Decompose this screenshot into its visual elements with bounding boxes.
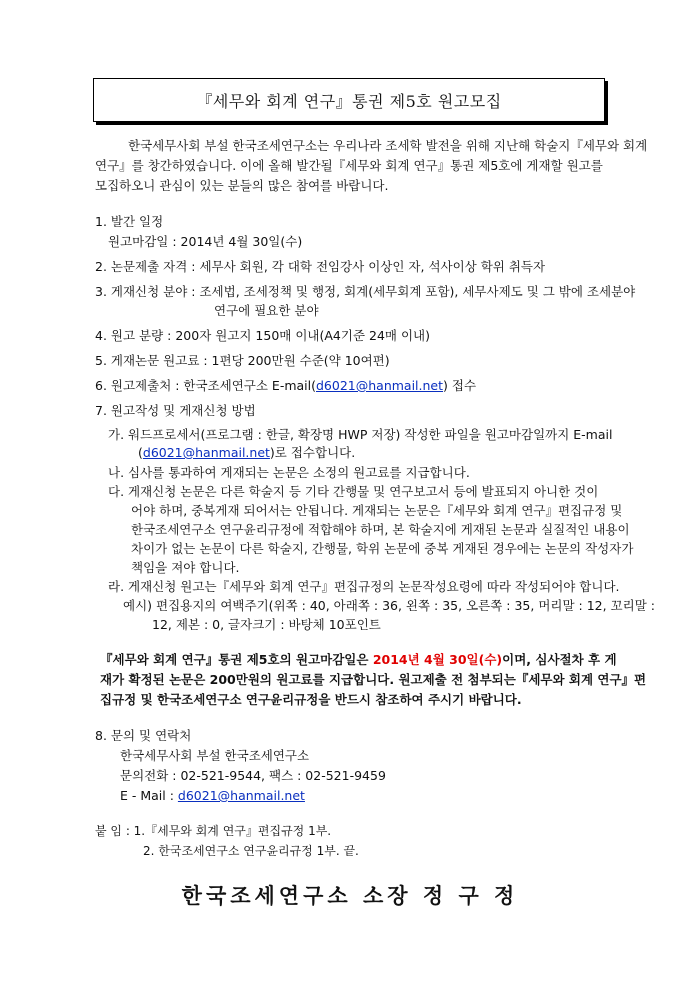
page-title: 『세무와 회계 연구』통권 제5호 원고모집 (196, 91, 502, 111)
intro-line-3: 모집하오니 관심이 있는 분들의 많은 참여를 바랍니다. (95, 178, 389, 193)
contact-email-line (120, 787, 305, 805)
section-3-fields: 3. 게재신청 분야 : 조세법, 조세정책 및 행정, 회계(세무회계 포함), 세무사제도 및 그 밖에 조세분야 (95, 284, 636, 299)
section-7-da-line-3: 한국조세연구소 연구윤리규정에 적합해야 하며, 본 학술지에 게재된 논문과 실질적인 내용이 (131, 522, 630, 537)
attachment-1: 1.『세무와 회계 연구』편집규정 1부. (133, 824, 332, 838)
section-7-ga-line-2 (138, 444, 355, 462)
section-7-da-line-1: 다. 게재신청 논문은 다른 학술지 등 기타 간행물 및 연구보고서 등에 발표되지 아니한 것이 (108, 484, 599, 499)
section-6-submission (95, 377, 476, 395)
ga-text-end: )로 접수합니다. (269, 445, 356, 460)
attachment-label: 붙 임 : (95, 824, 134, 838)
notice-text-end: 이며, 심사절차 후 게 (502, 652, 617, 667)
notice-text: 『세무와 회계 연구』통권 제5호의 원고마감일은 (100, 652, 373, 667)
section-2-eligibility: 2. 논문제출 자격 : 세무사 회원, 각 대학 전임강사 이상인 자, 석사이상 학위 취득자 (95, 259, 546, 274)
section-7-ra-line-1: 라. 게재신청 원고는『세무와 회계 연구』편집규정의 논문작성요령에 따라 작성되어야 합니다. (108, 579, 620, 594)
notice-line-1 (100, 651, 617, 669)
section-7-da-line-2: 어야 하며, 중복게재 되어서는 안됩니다. 게재되는 논문은『세무와 회계 연구』편집규정 및 (131, 503, 623, 518)
section-1-heading: 1. 발간 일정 (95, 214, 164, 229)
submission-text: 6. 원고제출처 : 한국조세연구소 E-mail( (95, 378, 316, 393)
section-7-da-line-4: 차이가 없는 논문이 다른 학술지, 간행물, 학위 논문에 중복 게재된 경우에는 논문의 작성자가 (131, 541, 634, 556)
section-7-ga-line-1: 가. 워드프로세서(프로그램 : 한글, 확장명 HWP 저장) 작성한 파일을 원고마감일까지 E-mail (108, 427, 613, 442)
submission-email-link[interactable]: d6021@hanmail.net (316, 378, 444, 393)
section-8-heading: 8. 문의 및 연락처 (95, 728, 192, 743)
section-7-ra-line-3: 12, 제본 : 0, 글자크기 : 바탕체 10포인트 (152, 617, 381, 632)
attachment-2: 2. 한국조세연구소 연구윤리규정 1부. 끝. (143, 844, 359, 858)
title-box (93, 78, 605, 122)
paren-open: ( (138, 445, 143, 460)
section-5-fee: 5. 게재논문 원고료 : 1편당 200만원 수준(약 10여편) (95, 353, 390, 368)
section-7-da-line-5: 책임을 져야 합니다. (131, 560, 240, 575)
section-7-ra-line-2: 예시) 편집용지의 여백주기(위쪽 : 40, 아래쪽 : 36, 왼쪽 : 35, 오른쪽 : 35, 머리말 : 12, 꼬리말 : (123, 598, 655, 613)
ga-email-link[interactable]: d6021@hanmail.net (142, 445, 270, 460)
contact-email-link[interactable]: d6021@hanmail.net (177, 788, 305, 803)
contact-phone: 문의전화 : 02-521-9544, 팩스 : 02-521-9459 (120, 768, 386, 783)
contact-email-label: E - Mail : (120, 788, 178, 803)
deadline: 원고마감일 : 2014년 4월 30일(수) (108, 234, 303, 249)
notice-line-2: 재가 확정된 논문은 200만원의 원고료를 지급합니다. 원고제출 전 첨부되는『세무와 회계 연구』편 (100, 672, 647, 687)
signature: 한국조세연구소 소장 정 구 정 (181, 883, 519, 908)
section-7-heading: 7. 원고작성 및 게재신청 방법 (95, 403, 256, 418)
intro-line-2: 연구』를 창간하였습니다. 이에 올해 발간될『세무와 회계 연구』통권 제5호에 게재할 원고를 (95, 158, 603, 173)
submission-text-end: ) 접수 (443, 378, 477, 393)
section-4-length: 4. 원고 분량 : 200자 원고지 150매 이내(A4기준 24매 이내) (95, 328, 430, 343)
attachment-line-1 (95, 822, 331, 840)
contact-org: 한국세무사회 부설 한국조세연구소 (120, 748, 310, 763)
section-3-fields-cont: 연구에 필요한 분야 (214, 303, 319, 318)
section-7-na: 나. 심사를 통과하여 게재되는 논문은 소정의 원고료를 지급합니다. (108, 465, 470, 480)
notice-deadline: 2014년 4월 30일(수) (372, 652, 503, 667)
notice-line-3: 집규정 및 한국조세연구소 연구윤리규정을 반드시 참조하여 주시기 바랍니다. (100, 692, 522, 707)
intro-line-1: 한국세무사회 부설 한국조세연구소는 우리나라 조세학 발전을 위해 지난해 학술지『세무와 회계 (128, 138, 648, 153)
